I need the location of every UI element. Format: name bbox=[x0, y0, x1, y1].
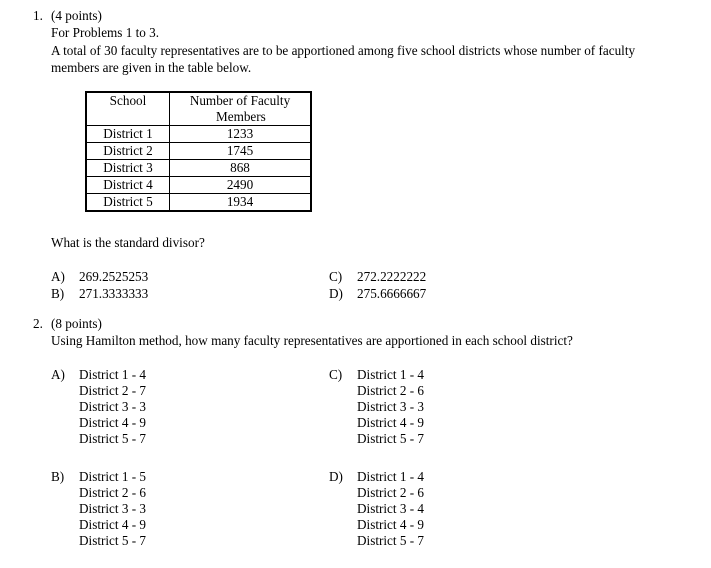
option-line: District 4 - 9 bbox=[357, 517, 425, 532]
cell-members: 1745 bbox=[170, 143, 312, 160]
table-row bbox=[86, 126, 311, 143]
q1-option-a[interactable] bbox=[51, 269, 148, 285]
option-line: District 1 - 4 bbox=[79, 367, 147, 382]
option-letter: D) bbox=[329, 469, 343, 484]
q2-option-c[interactable] bbox=[329, 367, 424, 447]
option-letter: A) bbox=[51, 269, 65, 284]
q1-points: (4 points) bbox=[51, 8, 102, 23]
option-letter: B) bbox=[51, 469, 65, 484]
option-lines bbox=[357, 469, 424, 549]
q2-question: Using Hamilton method, how many faculty representatives are apportioned in each school district? bbox=[51, 333, 573, 348]
option-letter: C) bbox=[329, 367, 343, 382]
q2-number: 2. bbox=[33, 316, 43, 331]
option-line: District 2 - 6 bbox=[357, 485, 425, 500]
table-row bbox=[86, 143, 311, 160]
header-faculty-line1: Number of Faculty bbox=[189, 93, 291, 108]
q1-option-c[interactable] bbox=[329, 269, 426, 285]
option-line: District 5 - 7 bbox=[79, 533, 147, 548]
option-line: District 1 - 4 bbox=[357, 367, 425, 382]
option-line: District 2 - 6 bbox=[79, 485, 147, 500]
option-line: District 4 - 9 bbox=[357, 415, 425, 430]
cell-school: District 2 bbox=[86, 143, 170, 160]
option-value: 269.2525253 bbox=[79, 269, 149, 284]
q2-option-b[interactable] bbox=[51, 469, 146, 549]
q1-intro-line1: For Problems 1 to 3. bbox=[51, 25, 160, 40]
cell-members: 1233 bbox=[170, 126, 312, 143]
table-row bbox=[86, 177, 311, 194]
q1-intro-line3: members are given in the table below. bbox=[51, 60, 252, 75]
cell-school: District 3 bbox=[86, 160, 170, 177]
option-line: District 3 - 3 bbox=[79, 501, 147, 516]
cell-school: District 1 bbox=[86, 126, 170, 143]
q2-option-d[interactable] bbox=[329, 469, 424, 549]
option-line: District 4 - 9 bbox=[79, 415, 147, 430]
option-value: 271.3333333 bbox=[79, 286, 149, 301]
option-lines bbox=[79, 367, 146, 447]
option-letter: B) bbox=[51, 286, 65, 301]
header-faculty-members bbox=[170, 92, 312, 126]
q2-option-a[interactable] bbox=[51, 367, 146, 447]
option-line: District 3 - 3 bbox=[357, 399, 425, 414]
option-lines bbox=[79, 469, 146, 549]
q1-number: 1. bbox=[33, 8, 43, 23]
option-line: District 5 - 7 bbox=[357, 431, 425, 446]
cell-members: 2490 bbox=[170, 177, 312, 194]
option-lines bbox=[357, 367, 424, 447]
option-line: District 1 - 5 bbox=[79, 469, 147, 484]
q1-intro-line2: A total of 30 faculty representatives are to be apportioned among five school districts whose number of faculty bbox=[51, 43, 636, 58]
option-line: District 1 - 4 bbox=[357, 469, 425, 484]
q1-option-b[interactable] bbox=[51, 286, 148, 302]
cell-school: District 4 bbox=[86, 177, 170, 194]
header-school: School bbox=[86, 92, 170, 126]
option-letter: C) bbox=[329, 269, 343, 284]
option-letter: D) bbox=[329, 286, 343, 301]
option-line: District 3 - 3 bbox=[79, 399, 147, 414]
option-line: District 2 - 7 bbox=[79, 383, 147, 398]
cell-members: 1934 bbox=[170, 194, 312, 212]
table-header-row bbox=[86, 92, 311, 126]
option-letter: A) bbox=[51, 367, 65, 382]
q2-points: (8 points) bbox=[51, 316, 102, 331]
option-value: 272.2222222 bbox=[357, 269, 427, 284]
faculty-table bbox=[85, 91, 312, 212]
q1-option-d[interactable] bbox=[329, 286, 426, 302]
q1-question: What is the standard divisor? bbox=[51, 235, 205, 250]
table-row bbox=[86, 160, 311, 177]
option-value: 275.6666667 bbox=[357, 286, 427, 301]
option-line: District 2 - 6 bbox=[357, 383, 425, 398]
option-line: District 5 - 7 bbox=[79, 431, 147, 446]
option-line: District 5 - 7 bbox=[357, 533, 425, 548]
table-row bbox=[86, 194, 311, 212]
header-faculty-line2: Members bbox=[216, 109, 266, 124]
cell-members: 868 bbox=[170, 160, 312, 177]
option-line: District 4 - 9 bbox=[79, 517, 147, 532]
cell-school: District 5 bbox=[86, 194, 170, 212]
option-line: District 3 - 4 bbox=[357, 501, 425, 516]
